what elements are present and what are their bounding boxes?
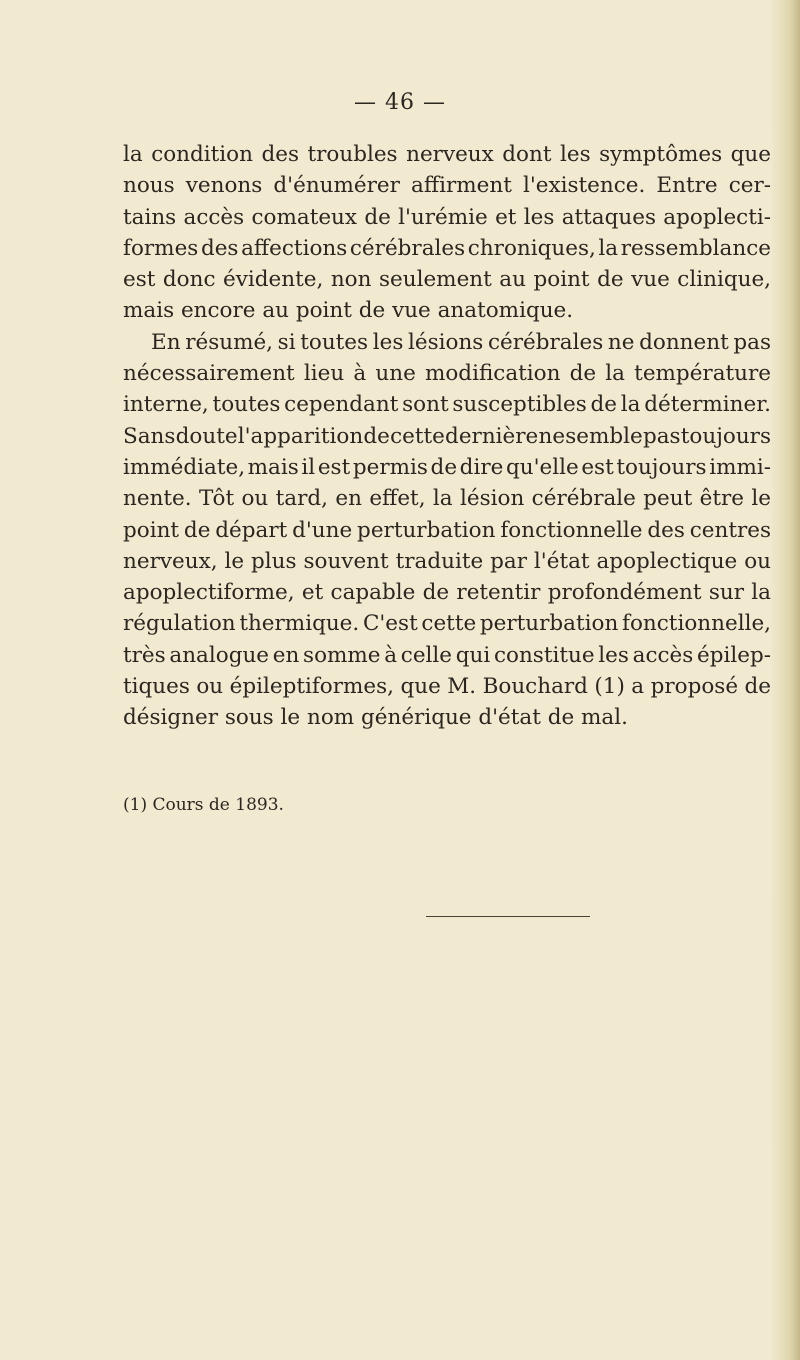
text-line: désigner sous le nom générique d'état de mal.	[123, 705, 628, 731]
text-line: tains accès comateux de l'urémie et les attaques apoplecti-	[123, 204, 771, 230]
body-text	[123, 139, 771, 734]
paragraph-start-line: En résumé, si toutes les lésions cérébrales ne donnent pas	[151, 329, 771, 355]
text-line: immédiate, mais il est permis de dire qu'elle est toujours immi-	[123, 454, 771, 480]
page-number: — 46 —	[354, 90, 446, 115]
text-line: nous venons d'énumérer affirment l'existence. Entre cer-	[123, 173, 771, 199]
text-line: nécessairement lieu à une modification de la température	[123, 361, 771, 387]
text-line: nente. Tôt ou tard, en effet, la lésion cérébrale peut être le	[123, 486, 771, 512]
text-line: nerveux, le plus souvent traduite par l'état apoplectique ou	[123, 548, 771, 574]
text-line: tiques ou épileptiformes, que M. Bouchard (1) a proposé de	[123, 674, 771, 700]
text-line: régulation thermique. C'est cette perturbation fonctionnelle,	[123, 611, 771, 637]
text-line: interne, toutes cependant sont susceptibles de la déterminer.	[123, 392, 771, 418]
text-line: apoplectiforme, et capable de retentir profondément sur la	[123, 580, 771, 606]
text-line: formes des affections cérébrales chroniques, la ressemblance	[123, 235, 771, 261]
footer-rule	[426, 916, 590, 917]
text-line: mais encore au point de vue anatomique.	[123, 298, 574, 324]
footnote: (1) Cours de 1893.	[123, 795, 284, 815]
text-line: est donc évidente, non seulement au point de vue clinique,	[123, 267, 771, 293]
text-line: la condition des troubles nerveux dont les symptômes que	[123, 142, 771, 167]
text-line: Sans doute l'apparition de cette dernière ne semble pas toujours	[123, 423, 771, 449]
text-line: point de départ d'une perturbation fonctionnelle des centres	[123, 517, 771, 543]
text-line: très analogue en somme à celle qui constitue les accès épilep-	[123, 642, 771, 668]
